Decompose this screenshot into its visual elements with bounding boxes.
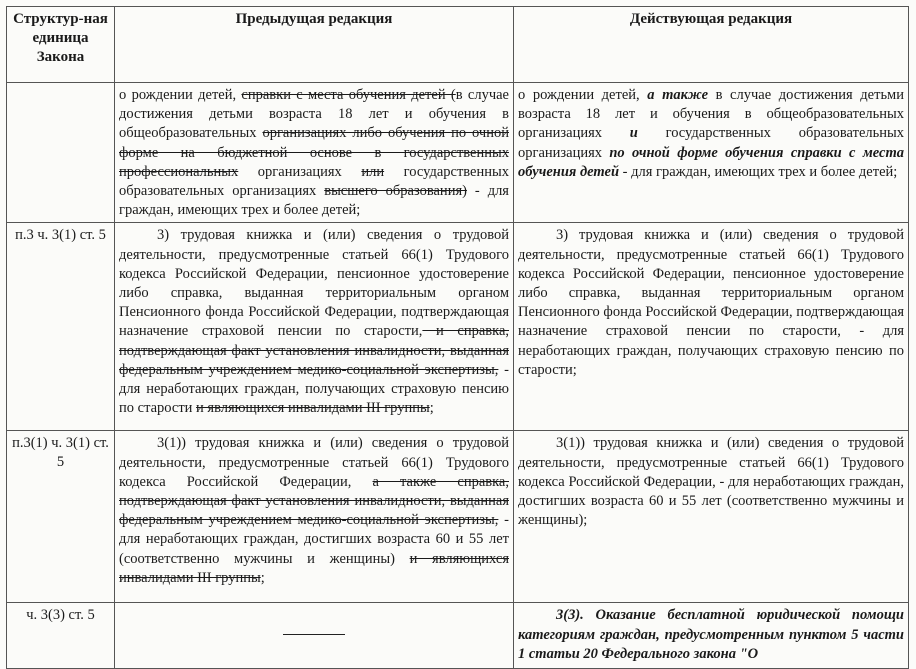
strikethrough-text: организациях либо обучения по очной форме на бюджетной основе в государственных профессиональных <box>119 125 509 180</box>
strikethrough-text: а также справка, подтверждающая факт установления инвалидности, выданная федеральным учреждением медико-социальной экспертизы, <box>119 473 509 529</box>
current-text-cell: 3) трудовая книжка и (или) сведения о трудовой деятельности, предусмотренные статьей 66(1) Трудового кодекса Российской Федерации, пенсионное удостоверение либо справка, выданная территориальным органом Пенсионного фонда Российской Федерации, подтверждающая назначение страховой пенсии по старости, - для неработающих граждан, получающих страховую пенсию по старости; <box>514 223 909 431</box>
bold-italic-text: а также <box>647 87 709 103</box>
previous-text-cell: 3(1)) трудовая книжка и (или) сведения о трудовой деятельности, предусмотренные статьей 66(1) Трудового кодекса Российской Федерации, а также справка, подтверждающая факт установления инвалидности, выданная федеральным учреждением медико-социальной экспертизы, - для неработающих граждан, достигших возраста 60 и 55 лет (соответственно мужчины и женщины) и являющихся инвалидами III группы; <box>115 431 514 603</box>
unit-cell <box>7 83 115 223</box>
header-previous: Предыдущая редакция <box>115 7 514 83</box>
table-row <box>7 223 909 431</box>
current-text-cell: о рождении детей, а также в случае достижения детьми возраста 18 лет и обучения в общеобразовательных организациях и государственных образовательных организациях по очной форме обучения справки с места обучения детей - для граждан, имеющих трех и более детей; <box>514 83 909 223</box>
strikethrough-text: или <box>361 163 385 180</box>
table-row <box>7 431 909 603</box>
table-row <box>7 603 909 669</box>
comparison-table <box>6 6 909 669</box>
current-text-cell: 3(1)) трудовая книжка и (или) сведения о трудовой деятельности, предусмотренные статьей 66(1) Трудового кодекса Российской Федерации, - для неработающих граждан, достигших возраста 60 и 55 лет (соответственно мужчины и женщины); <box>514 431 909 603</box>
strikethrough-text: высшего образования) <box>324 183 467 200</box>
current-text-cell: 3(3). Оказание бесплатной юридической помощи категориям граждан, предусмотренным пунктом 5 части 1 статьи 20 Федерального закона "О <box>514 603 909 669</box>
strikethrough-text: и являющихся инвалидами III группы <box>196 400 430 417</box>
empty-dash <box>283 634 345 635</box>
table-row <box>7 83 909 223</box>
previous-text-cell: о рождении детей, справки с места обучения детей (в случае достижения детьми возраста 18 лет и обучения в общеобразовательных организациях либо обучения по очной форме на бюджетной основе в государственных профессиональных организациях или государственных образовательных организациях высшего образования) - для граждан, имеющих трех и более детей; <box>115 83 514 223</box>
header-row <box>7 7 909 83</box>
unit-cell: п.3(1) ч. 3(1) ст. 5 <box>7 431 115 603</box>
previous-text-cell <box>115 603 514 669</box>
unit-cell: ч. 3(3) ст. 5 <box>7 603 115 669</box>
strikethrough-text: и справка, подтверждающая факт установления инвалидности, выданная федеральным учреждением медико-социальной экспертизы, <box>119 323 510 378</box>
unit-cell: п.3 ч. 3(1) ст. 5 <box>7 223 115 431</box>
strikethrough-text: справки с места обучения детей ( <box>241 87 456 103</box>
strikethrough-text: и являющихся инвалидами III группы <box>119 550 509 586</box>
previous-text-cell: 3) трудовая книжка и (или) сведения о трудовой деятельности, предусмотренные статьей 66(1) Трудового кодекса Российской Федерации, пенсионное удостоверение либо справка, выданная территориальным органом Пенсионного фонда Российской Федерации, подтверждающая назначение страховой пенсии по старости, и справка, подтверждающая факт установления инвалидности, выданная федеральным учреждением медико-социальной экспертизы, - для неработающих граждан, получающих страховую пенсию по старости и являющихся инвалидами III группы; <box>115 223 514 431</box>
bold-italic-text: по очной форме обучения справки с места обучения детей <box>518 144 904 180</box>
header-current: Действующая редакция <box>514 7 909 83</box>
header-unit: Структур-ная единица Закона <box>7 7 115 83</box>
bold-italic-text: и <box>629 125 638 142</box>
